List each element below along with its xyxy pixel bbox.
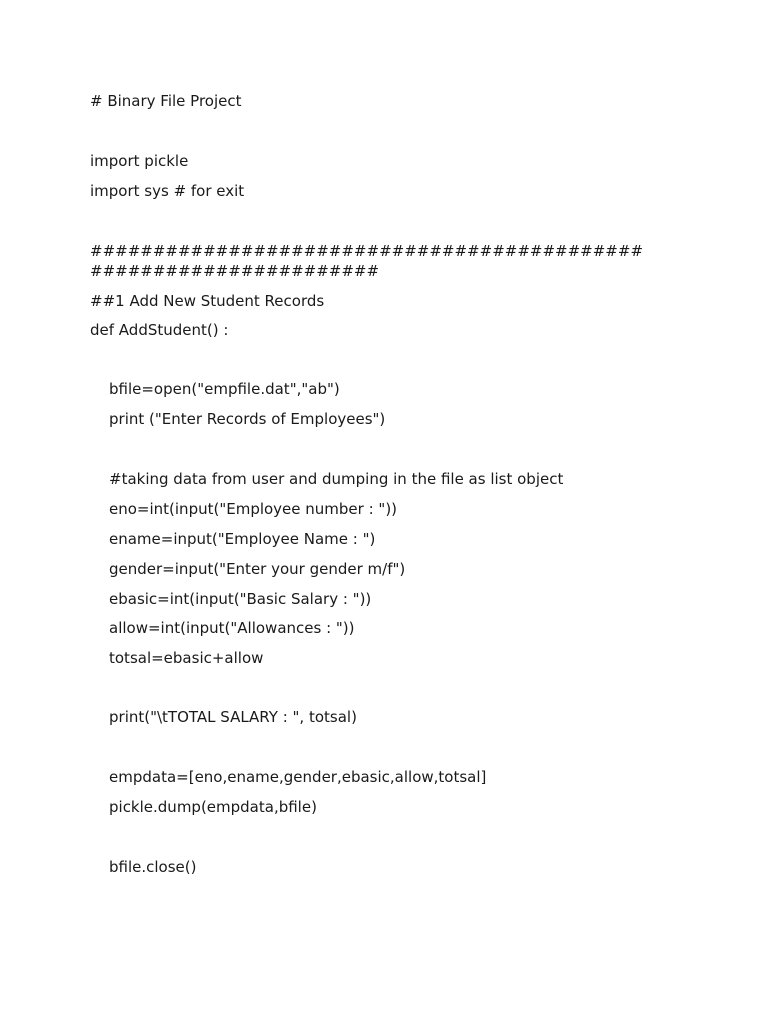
comment-title-line: # Binary File Project xyxy=(90,92,242,110)
separator-line-1: ############################################ xyxy=(90,242,644,260)
totsal-line: totsal=ebasic+allow xyxy=(109,649,264,667)
inline-comment-line: #taking data from user and dumping in the file as list object xyxy=(109,470,564,488)
gender-input-line: gender=input("Enter your gender m/f") xyxy=(109,560,406,578)
empdata-line: empdata=[eno,ename,gender,ebasic,allow,totsal] xyxy=(109,768,487,786)
import-sys-line: import sys # for exit xyxy=(90,182,245,200)
allow-input-line: allow=int(input("Allowances : ")) xyxy=(109,619,355,637)
print-total-line: print("\tTOTAL SALARY : ", totsal) xyxy=(109,708,357,726)
ename-input-line: ename=input("Employee Name : ") xyxy=(109,530,376,548)
eno-input-line: eno=int(input("Employee number : ")) xyxy=(109,500,398,518)
ebasic-input-line: ebasic=int(input("Basic Salary : ")) xyxy=(109,590,372,608)
pickle-dump-line: pickle.dump(empdata,bfile) xyxy=(109,798,317,816)
print-header-line: print ("Enter Records of Employees") xyxy=(109,410,386,428)
open-file-line: bfile=open("empfile.dat","ab") xyxy=(109,380,340,398)
function-def-line: def AddStudent() : xyxy=(90,321,229,339)
import-pickle-line: import pickle xyxy=(90,152,189,170)
close-file-line: bfile.close() xyxy=(109,858,197,876)
separator-line-2: ####################### xyxy=(90,262,380,280)
section-comment-line: ##1 Add New Student Records xyxy=(90,292,325,310)
